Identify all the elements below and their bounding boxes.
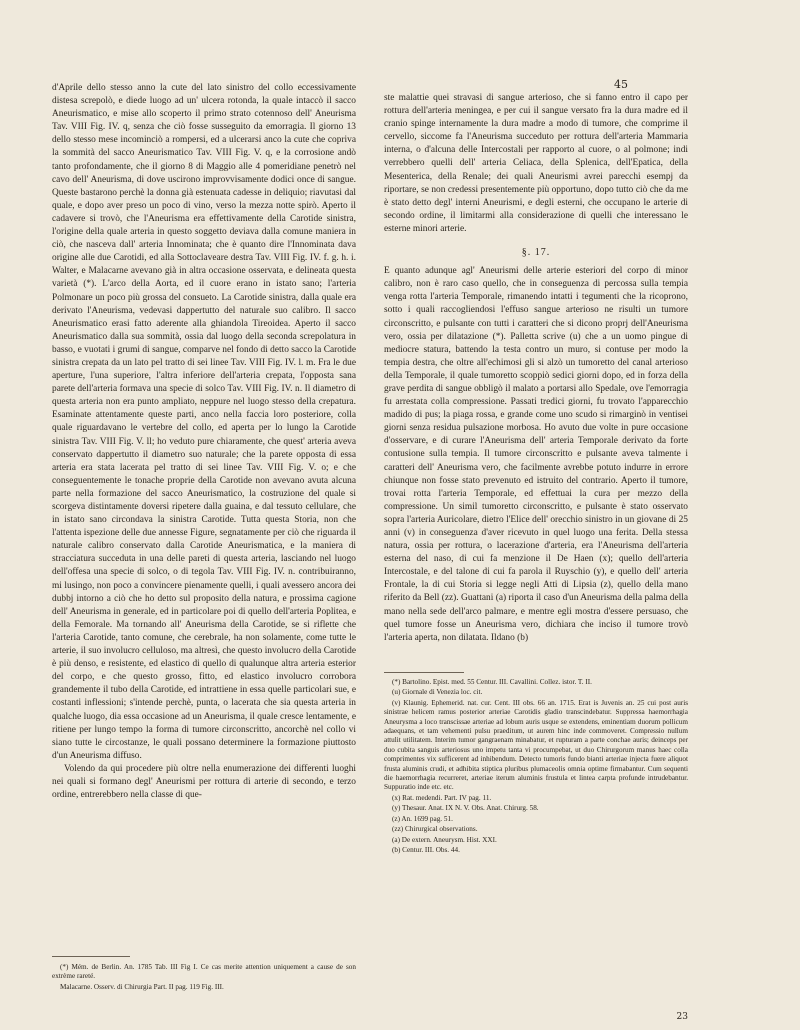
right-column [384, 92, 688, 645]
footnote: (b) Centur. III. Obs. 44. [392, 845, 460, 854]
footnote: (y) Thesaur. Anat. IX N. V. Obs. Anat. Chirurg. 58. [392, 804, 539, 813]
footnote-rule [52, 956, 130, 957]
body-paragraph: E quanto adunque agl' Aneurismi delle arterie esteriori del corpo di minor calibro, non è raro caso quello, che in conseguenza di percossa sulla tempia venga rotta l'arteria Temporale, rimanendo intatti i tegumenti che la ricoprono, sotto i quali raccogliendosi l'effuso sangue arterioso ne risulti un tumore circonscritto, e pulsante con tutti i caratteri che si dicono proprj dell'Aneurisma vero, ossia per dilatazione (*). Palletta scrive (u) che a un uomo pingue di mediocre statura, battendo la testa contro un muro, si contuse per modo la tempia destra, che oltre all'echimosi gli si alzò un tumoretto del canal arterioso della Temporale, il quale tumoretto scoppiò sedici giorni dopo, ed in forza della grave perdita di sangue obbligò il malato a portarsi allo Spedale, ove l'emorragia fu arrestata colla compressione. Passati tredici giorni, fu trovato l'apparecchio madido di pus; la piaga rossa, e grande come uno scudo si rimarginò in ventisei giorni senza residua pulsazione morbosa. Ho avuto due volte in pure occasione d'osservare, e di curare l'Aneurisma dell' arteria Temporale derivato da forte contusione sulla tempia. Il tumore circonscritto e pulsante aveva talmente i caratteri dell' Aneurisma vero, che facilmente avrebbe potuto indurre in errore chiunque non fosse stato prevenuto ed istruito del contrario. Aperto il tumore, trovai rotta l'arteria Temporale, ed effettuai la cura per mezzo della compressione. Un simil tumoretto circonscritto, e pulsante è stato osservato sopra l'arteria Auricolare, dietro l'Elice dell' orecchio sinistro in un giovane di 25 anni (v) in conseguenza d'aver ricevuto in quel luogo una ferita. Della stessa natura, ossia per rottura, o lacerazione d'arteria, era l'Aneurisma dell'arteria esterna del naso, di cui fa menzione il De Haen (x); quello dell'arteria Intercostale, e del talone di cui fa parola il Ruyschio (y), e quello dell' arteria Frontale, la di cui Storia si legge negli Atti di Lipsia (z), quello della mano riferito da Bell (zz). Guattani (a) riporta il caso d'un Aneurisma della palma della mano nella sede dell'arco palmare, e mentre egli mostra d'essere persuaso, che quel tumore fosse un Aneurisma vero, dichiara che inciso il tumore trovò l'arteria aperta, non dilatata. Ildano (b) [384, 266, 688, 643]
footnote: (*) Bartolino. Epist. med. 55 Centur. III. Cavallini. Collez. istor. T. II. [392, 678, 592, 686]
footnote: (a) De extern. Aneurysm. Hist. XXI. [392, 835, 497, 844]
signature-mark: 23 [676, 1012, 688, 1022]
body-paragraph: d'Aprile dello stesso anno la cute del lato sinistro del collo eccessivamente distesa screpolò, e diede luogo ad un' ulcera rotonda, la quale intaccò il sacco Aneurismatico, e mise allo scoperto il primo strato cotennoso dell' Aneurisma Tav. VIII Fig. IV. q, senza che ciò fosse susseguito da emorragia. Il giorno 13 dello stesso mese incominciò a rompersi, ed a ulcerarsi anco la cute che copriva la sommità del sacco Aneurismatico Tav. VIII Fig. V. q, e la corrosione andò tanto profondamente, che il giorno 8 di Maggio alle 4 pomeridiane penetrò nel cavo dell' Aneurisma, di dove uscirono improvvisamente dodici once di sangue. Queste bastarono perchè la donna già estenuata cadesse in deliquio; riavutasi dal quale, e dopo aver preso un poco di vino, verso la mezza notte spirò. Aperto il cadavere si trovò, che l'Aneurisma era effettivamente della Carotide sinistra, l'origine della quale arteria in questo soggetto deviava dalla comune maniera in ciò, che nasceva dall' arteria Innominata; che è quanto dire l'Innominata dava origine alle due Carotidi, ed alla Sottoclaveare destra Tav. VIII Fig. IV. f. g. h. i. Walter, e Malacarne avevano già in altra occasione osservata, e delineata questa varietà (*). L'arco della Aorta, ed il cuore erano in istato sano; l'arteria Polmonare un poco più grossa del consueto. La Carotide sinistra, dalla quale era derivato l'Aneurisma, vedevasi dappertutto del naturale suo calibro. Il sacco Aneurismatico erasi fatto aderente alla ghiandola Tireoidea. Aperto il sacco Aneurismatico dalla sua sommità, ossia dal luogo della seconda screpolatura in basso, e vuotati i grumi di sangue, comparve nel fondo di detto sacco la Carotide sinistra crepata da un lato pel tratto di sei linee Tav. VIII Fig. IV. l. m. Fra le due aperture, l'una superiore, l'altra inferiore dell'arteria crepata, l'opposta sana parete dell'arteria formava una specie di solco Tav. VIII Fig. IV. n. Il diametro di questa arteria non era punto ampliato, neppure nel luogo stesso della crepatura. Esaminate attentamente queste parti, anco nella faccia loro posteriore, colla quale riguardavano le vertebre del collo, ed aperta per lo lungo la Carotide sinistra Tav. VIII Fig. V. ll; ho veduto pure chiaramente, che quest' arteria aveva conservato dappertutto il diametro suo naturale; che la parete opposta di essa arteria era stata lacerata pel tratto di sei linee Tav. VIII Fig. V. o; e che conseguentemente le tonache proprie della Carotide non avevano avuta alcuna parte nella formazione del sacco Aneurismatico, la costruzione del quale si scorgeva distintamente doversi ripetere dalla guaina, e dal tessuto cellulare, che in istato sano circondava la sinistra Carotide. Tutta questa Storia, non che l'attenta ispezione delle due annesse Figure, segnatamente per ciò che riguarda il naturale calibro conservato dalla Carotide Aneurismatica, e la maniera di stracciatura succeduta in una delle pareti di questa arteria, lasciando nel luogo dell'offesa una specie di solco, o di tegola Tav. VIII Fig. IV. n. contribuiranno, mi lusingo, non poco a convincere pienamente quelli, i quali avessero ancora dei dubbj intorno a ciò che ho detto sul proposito della natura, e prossima cagione dell' Aneurisma in generale, ed in particolare poi di quello dell'arteria Poplitea, e della Femorale. Ma tornando all' Aneurisma della Carotide, se si riflette che l'arteria Carotide, tanto comune, che cerebrale, ha non solamente, come tutte le arterie, il suo involucro celluloso, ma altresì, che questo involucro della Carotide è più denso, e resistente, ed elastico di quello di qualunque altra arteria esterior del corpo, e che questo grosso, fitto, ed elastico involucro corrobora grandemente il tubo della Carotide, ed intrattiene in essa quelle particolari sue, e costanti inflessioni; s'intende perchè, punta, o lacerata che sia questa arteria in qualche luogo, dia essa occasione ad un Aneurisma, il quale cresce lentamente, e ritiene per lungo tempo la forma di tumore circonscritto, ancorchè nel collo vi siano tutte le circostanze, le quali possano determinere la formazione piuttosto d'un Aneurisma diffuso. [52, 83, 356, 761]
left-column [52, 82, 356, 802]
footnote: (*) Mém. de Berlin. An. 1785 Tab. III Fig I. Ce cas merite attention uniquement a cause de son extrème rareté. [52, 963, 356, 981]
footnote-rule [384, 672, 464, 673]
section-heading: §. 17. [521, 247, 551, 259]
footnote: (v) Klaunig. Ephemerid. nat. cur. Cent. III obs. 66 an. 1715. Erat is Juvenis an. 25 cui post auris sinistrae helicem ramus posterior arteriae Carotidis gladio transcindebatur. Suppressa haemorrhagia Aneurysma a loco transcissae arteriae ad lobum auris usque se extendens, eminentiam duorum pollicum adaequans, et tam vehementi pulsu praeditum, ut aurem hinc inde commoveret. Compressio nullum attulit utilitatem. Interim tumor gangraenam minabatur, et rupturam a parte conchae auris; deinceps per duo cubita sanguis arteriosus uno impetu tanta vi procumpebat, ut duo Chirurgorum manus haec colla comprimentes vix sufficerent ad inhibendum. Detecto tumoris fundo bianti arteriae injecta fuere aliquot frusta aluminis crudi, et adhibita stiptica pluribus plumaceolis omnia optime firmabantur. Cum sequenti die haemorrhagia recurreret, arteriae iterum aluminis frustula et lintea carpta profunde intrudebantur. Suppuratio inde etc. etc. [384, 698, 688, 792]
footnote: (z) An. 1699 pag. 51. [392, 814, 453, 823]
footnote: Malacarne. Osserv. di Chirurgia Part. II pag. 119 Fig. III. [60, 982, 224, 991]
body-paragraph: Volendo da qui procedere più oltre nella enumerazione dei differenti luoghi nei quali si formano degl' Aneurismi per rottura di arterie di secondo, e terzo ordine, entrerebbero nella classe di que- [52, 763, 356, 801]
page-number: 45 [614, 78, 628, 91]
left-footnotes [52, 956, 356, 993]
body-paragraph: ste malattie quei stravasi di sangue arterioso, che si fanno entro il capo per rottura dell'arteria meningea, e per cui il sangue versato fra la dura madre ed il cranio spinge internamente la dura madre a modo di tumore, che comprime il cervello, siccome fa l'Aneurisma succeduto per rottura dell'arteria Mammaria interna, o d'alcuna delle Intercostali per rapporto al cuore, o al polmone; indi verrebbero quelli dell' arteria Celiaca, della Splenica, dell'Epatica, della Mesenterica, della Renale; dei quali Aneurismi avrei parecchi esempj da riportare, se non credessi presentemente più opportuno, dopo tutto ciò che da me è stato detto degl' interni Aneurismi, e degli esterni, che occupano le arterie di secondo ordine, il limitarmi alla considerazione di quelli che interessano le esterne minori arterie. [384, 93, 688, 234]
footnote: (zz) Chirurgical observations. [392, 825, 478, 834]
footnote: (u) Giornale di Venezia loc. cit. [392, 688, 483, 697]
right-footnotes [384, 672, 688, 856]
footnote: (x) Rat. medendi. Part. IV pag. 11. [392, 793, 492, 802]
